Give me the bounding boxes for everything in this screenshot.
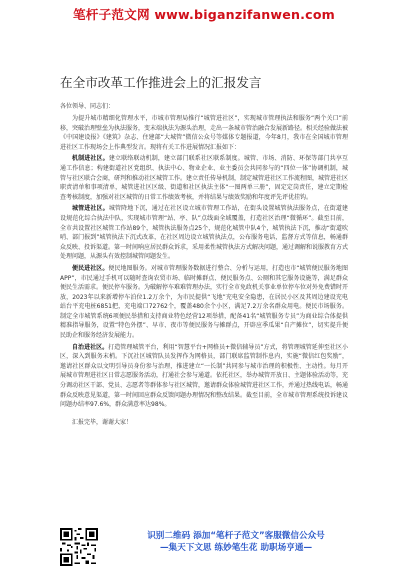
paragraph-text: 建立联络联动机制，建立部门联系社区联系制度。城管、市场、消防、环保等部门共享互通工作信息；构建街道社区党组织、执法中心、物业企业、业主委员会共同参与的“四位一体”协调机制，城管与社区联合会商，研判和推动社区城管工作。建立责任传导机制，制定城管进社区工作流程图，城管进社区职责清单和事项清单，城管进社区区级、街道和社区执法主体“一图两单三册”，固定定岗责任，建立定期检查考核制度，加强对社区城管的日常工作绩效考核，并将结果与绩效奖励和年度评先评优挂钩。 [60,155,349,201]
document-title: 在全市改革工作推进会上的汇报发言 [60,75,262,90]
paragraph-text: 为提升城市精细化管理水平，市城市管理局推行“城管进社区”，实现城市管理执法和服务“两个关口”前移，突破治理壁垒为执法服务，变末端执法为源头治理，走出一条城市管治融合发展新路径。相关经验做法被《中国建设报》《建筑》杂志、住建部“大城管”微信公众号等媒体专题报道，今年8月，我市在全国城市管理进社区工作现场会上作典型发言。现将有关工作进展情况汇报如下： [60,115,349,151]
paragraph-lead: 自治进社区。 [72,343,109,351]
paragraph-text: 打造管理城管平台，利用“智慧平台+网格员+微信辅导员”方式，将管理城管延伸至社区小区，深入到服务末梢。下沉社区城管队员发挥作为网格员，部门联席监管制作息内，实施“微信红包奖励”，邀请社区群众以文明引导员身份参与治理，推进建立“一长制”共同参与城市治理的积极性、主动性。每月开展城市管理进社区日常志愿服务活动，打通社会参与通道。依托社区，举办城管开放日、主题体验活动等，充分调动社区干部、党员、志愿者等群体参与社区城管，邀请群众体验城管进社区工作，并通过热线电话，畅通群众反映意见渠道，第一时间回应群众反馈问题办理情况和整改结果。截至目前，全市城市管理系统投诉建议问题办结率97.6%，群众满意率达98%。 [60,343,349,409]
paragraph-urban [60,204,348,262]
paragraph-text: 便民地图服务。对城市管理服务数据进行整合、分析与运用，打造也市“城管便民服务地图APP”，市民通过手机可以随时查询农贸市场、临时摊群点、便民服务点、公厕和其它服务设施等，满足群众便民生活需求。便民停车服务。为破解停车难难管理办法，实行全市免政机关事业单位停车位对外免费错时开放，2023年以来新增停车泊位1.2万余个，为市民提供“飞地”充电安全隐患，在居民小区及其周边建设充电站台平充电桩6851把，充电端口72762个，覆盖480余个小区，满足7.2万余名群众用电。便民市场服务。制定全市城管系统6项便民举措和支持商业特色经营12项举措，配备41名“城管服务专员”为商业综合体提供精准指导服务，设置“特色外摆”、早市、夜市等便民服务与摊群点，开辟应季瓜果“自产摊位”，切实提升便民助企和服务经济发展能力。 [60,264,349,340]
paragraph-lead: 城管进社区。 [72,205,109,213]
document-body [60,74,348,427]
footer-text [116,530,356,554]
qr-code-icon[interactable] [60,528,98,566]
footer-line-1: 识别二维码 添加“笔杆子范文”客服微信公众号 [147,531,325,541]
closing-line: 汇报完毕，谢谢大家！ [72,418,133,426]
paragraph-intro [60,114,348,152]
paragraph-service [60,264,348,341]
paragraph-text: 城管降地下沉，通过在社区设立城市管理工作站，在街头设置城管执法服务点，在街道建设规范化综合执法中队，实现城市管理“站、亭、队”点线面全域覆盖，打造社区治理“微循环”。截至目前，全市共设置社区城管工作站89个，城管执法服务点25个，规范化城管中队4个，城管执法下沉，推动“街道吹哨、部门报到”城管执法下沉式改革，在社区周边设立城管执法点，公布服务电话，监督方式等信息，畅通群众反映、投诉渠道。第一时间响应居民群众诉求，采用柔性城管执法方式解决问题，通过调解和说服教育方式处理问题，从源头有效控制城管问题发生。 [60,205,349,261]
site-banner[interactable]: 笔杆子范文网 www.biganzifanwen.com [73,7,335,22]
paragraph-autonomy [60,343,348,410]
paragraph-mechanism [60,154,348,202]
footer [60,528,360,568]
paragraph-lead: 便民进社区。 [72,264,109,272]
salutation: 各位领导、同志们： [60,103,115,110]
footer-line-2: —集天下文思 练妙笔生花 助职场亨通— [159,543,313,553]
paragraph-lead: 机制进社区。 [72,155,109,163]
